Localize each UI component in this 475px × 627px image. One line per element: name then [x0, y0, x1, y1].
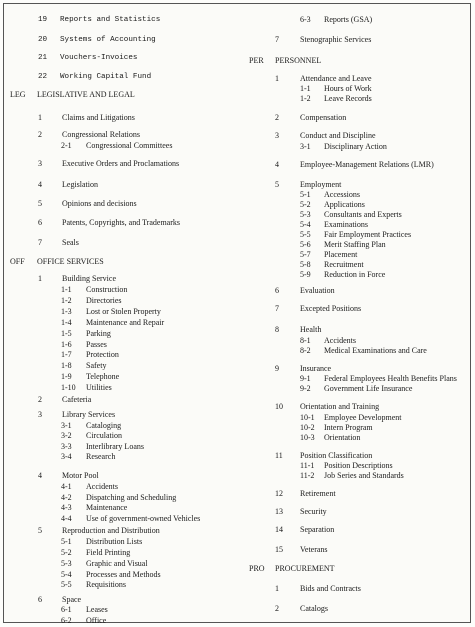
entry-number: 4 [275, 160, 279, 169]
entry-label: Systems of Accounting [60, 36, 156, 44]
subentry-label: Merit Staffing Plan [324, 240, 386, 249]
subentry-label: Medical Examinations and Care [324, 346, 427, 355]
entry-label: Vouchers-Invoices [60, 54, 138, 62]
subentry-label: Orientation [324, 433, 361, 442]
entry-label: Working Capital Fund [60, 73, 152, 81]
entry-label: Space [62, 595, 82, 604]
entry-number: 10 [275, 402, 283, 411]
entry-number: 2 [38, 130, 42, 139]
entry-label: Excepted Positions [300, 304, 362, 313]
entry-number: 6 [275, 286, 279, 295]
subentry-number: 5-3 [61, 559, 72, 568]
entry-label: Patents, Copyrights, and Trademarks [62, 218, 180, 227]
subentry-number: 3-1 [61, 421, 72, 430]
subentry-label: Position Descriptions [324, 461, 393, 470]
subentry-number: 2-1 [61, 141, 72, 150]
subentry-number: 5-1 [61, 537, 72, 546]
subentry-label: Recruitment [324, 260, 364, 269]
entry-number: 3 [275, 131, 279, 140]
subentry-label: Congressional Committees [86, 141, 173, 150]
subentry-number: 3-1 [300, 142, 311, 151]
subentry-label: Distribution Lists [86, 537, 143, 546]
entry-label: Orientation and Training [300, 402, 380, 411]
subentry-number: 8-1 [300, 336, 311, 345]
subentry-label: Leases [86, 605, 108, 614]
subentry-number: 6-3 [300, 15, 311, 24]
subentry-label: Utilities [86, 383, 112, 392]
entry-label: Seals [62, 238, 79, 247]
entry-label: Executive Orders and Proclamations [62, 159, 180, 168]
entry-number: 3 [38, 410, 42, 419]
left-column [4, 4, 244, 624]
entry-number: 11 [275, 451, 283, 460]
subentry-label: Accidents [86, 482, 118, 491]
subentry-number: 5-5 [300, 230, 311, 239]
subentry-number: 1-8 [61, 361, 72, 370]
entry-label: Security [300, 507, 327, 516]
entry-number: 4 [38, 471, 42, 480]
entry-label: Building Service [62, 274, 116, 283]
subentry-number: 8-2 [300, 346, 311, 355]
right-column [244, 4, 470, 624]
subentry-number: 5-2 [61, 548, 72, 557]
subentry-number: 5-4 [61, 570, 72, 579]
entry-label: Cafeteria [62, 395, 92, 404]
subentry-number: 1-7 [61, 350, 72, 359]
subentry-number: 5-1 [300, 190, 311, 199]
subentry-number: 6-1 [61, 605, 72, 614]
entry-label: Veterans [300, 545, 328, 554]
section-code: LEG [10, 90, 26, 99]
subentry-label: Maintenance [86, 503, 128, 512]
subentry-label: Maintenance and Repair [86, 318, 165, 327]
subentry-number: 5-9 [300, 270, 311, 279]
subentry-label: Protection [86, 350, 119, 359]
entry-number: 2 [275, 113, 279, 122]
subentry-number: 5-5 [61, 580, 72, 589]
entry-number: 21 [38, 54, 48, 62]
entry-label: Conduct and Discipline [300, 131, 376, 140]
document-page [3, 3, 471, 623]
subentry-label: Field Printing [86, 548, 131, 557]
subentry-number: 5-2 [300, 200, 311, 209]
entry-label: Employee-Management Relations (LMR) [300, 160, 434, 169]
subentry-number: 9-1 [300, 374, 311, 383]
entry-label: Separation [300, 525, 335, 534]
subentry-label: Directories [86, 296, 122, 305]
subentry-label: Government Life Insurance [324, 384, 413, 393]
subentry-number: 11-1 [300, 461, 315, 470]
subentry-label: Circulation [86, 431, 122, 440]
subentry-label: Fair Employment Practices [324, 230, 412, 239]
subentry-number: 1-4 [61, 318, 72, 327]
entry-number: 1 [275, 74, 279, 83]
subentry-label: Examinations [324, 220, 368, 229]
subentry-label: Office [86, 616, 107, 625]
entry-number: 5 [38, 199, 42, 208]
entry-label: Position Classification [300, 451, 373, 460]
entry-label: Claims and Litigations [62, 113, 135, 122]
subentry-label: Placement [324, 250, 358, 259]
entry-number: 4 [38, 180, 42, 189]
subentry-number: 9-2 [300, 384, 311, 393]
entry-number: 1 [38, 113, 42, 122]
subentry-number: 1-1 [61, 285, 72, 294]
subentry-number: 1-1 [300, 84, 311, 93]
section-code: PRO [249, 564, 265, 573]
entry-number: 8 [275, 325, 279, 334]
entry-label: Reports and Statistics [60, 16, 161, 24]
subentry-label: Hours of Work [324, 84, 372, 93]
entry-number: 20 [38, 36, 48, 44]
subentry-number: 11-2 [300, 471, 315, 480]
entry-number: 22 [38, 73, 48, 81]
subentry-number: 1-6 [61, 340, 72, 349]
entry-label: Library Services [62, 410, 116, 419]
subentry-label: Interlibrary Loans [86, 442, 144, 451]
entry-number: 12 [275, 489, 283, 498]
subentry-number: 4-1 [61, 482, 72, 491]
subentry-number: 4-2 [61, 493, 72, 502]
entry-number: 7 [275, 35, 279, 44]
subentry-number: 1-10 [61, 383, 76, 392]
section-title: OFFICE SERVICES [37, 257, 104, 266]
subentry-label: Telephone [86, 372, 120, 381]
subentry-number: 3-3 [61, 442, 72, 451]
entry-label: Reproduction and Distribution [62, 526, 160, 535]
subentry-label: Construction [86, 285, 128, 294]
subentry-label: Requisitions [86, 580, 127, 589]
entry-label: Bids and Contracts [300, 584, 361, 593]
subentry-label: Employee Development [324, 413, 402, 422]
subentry-label: Disciplinary Action [324, 142, 387, 151]
subentry-number: 4-3 [61, 503, 72, 512]
entry-label: Legislation [62, 180, 98, 189]
entry-number: 7 [275, 304, 279, 313]
entry-label: Congressional Relations [62, 130, 140, 139]
section-title: PROCUREMENT [275, 564, 335, 573]
subentry-number: 1-9 [61, 372, 72, 381]
section-code: OFF [10, 257, 25, 266]
entry-number: 6 [38, 595, 42, 604]
subentry-label: Cataloging [86, 421, 122, 430]
subentry-number: 10-3 [300, 433, 315, 442]
subentry-number: 10-2 [300, 423, 315, 432]
entry-number: 1 [38, 274, 42, 283]
subentry-number: 5-3 [300, 210, 311, 219]
entry-label: Opinions and decisions [62, 199, 137, 208]
subentry-label: Intern Program [324, 423, 373, 432]
entry-number: 15 [275, 545, 283, 554]
subentry-number: 10-1 [300, 413, 315, 422]
subentry-number: 6-2 [61, 616, 72, 625]
subentry-label: Accidents [324, 336, 356, 345]
subentry-label: Accessions [324, 190, 360, 199]
entry-label: Evaluation [300, 286, 335, 295]
entry-label: Retirement [300, 489, 336, 498]
entry-label: Health [300, 325, 322, 334]
entry-number: 7 [38, 238, 42, 247]
entry-number: 5 [275, 180, 279, 189]
entry-number: 6 [38, 218, 42, 227]
entry-number: 14 [275, 525, 283, 534]
subentry-label: Consultants and Experts [324, 210, 402, 219]
entry-number: 13 [275, 507, 283, 516]
subentry-number: 1-5 [61, 329, 72, 338]
entry-label: Motor Pool [62, 471, 99, 480]
entry-number: 3 [38, 159, 42, 168]
subentry-number: 5-8 [300, 260, 311, 269]
entry-number: 2 [38, 395, 42, 404]
subentry-number: 1-3 [61, 307, 72, 316]
entry-number: 1 [275, 584, 279, 593]
subentry-label: Leave Records [324, 94, 372, 103]
section-code: PER [249, 56, 264, 65]
subentry-label: Applications [324, 200, 365, 209]
subentry-label: Processes and Methods [86, 570, 161, 579]
subentry-label: Research [86, 452, 116, 461]
subentry-label: Dispatching and Scheduling [86, 493, 177, 502]
subentry-label: Parking [86, 329, 111, 338]
subentry-number: 5-7 [300, 250, 311, 259]
subentry-number: 5-6 [300, 240, 311, 249]
section-title: PERSONNEL [275, 56, 322, 65]
subentry-label: Job Series and Standards [324, 471, 404, 480]
entry-number: 9 [275, 364, 279, 373]
subentry-label: Reduction in Force [324, 270, 386, 279]
entry-number: 19 [38, 16, 48, 24]
subentry-label: Safety [86, 361, 107, 370]
subentry-label: Federal Employees Health Benefits Plans [324, 374, 457, 383]
section-title: LEGISLATIVE AND LEGAL [37, 90, 135, 99]
entry-label: Stenographic Services [300, 35, 372, 44]
entry-number: 2 [275, 604, 279, 613]
subentry-label: Graphic and Visual [86, 559, 148, 568]
subentry-label: Use of government-owned Vehicles [86, 514, 201, 523]
subentry-label: Lost or Stolen Property [86, 307, 161, 316]
entry-label: Insurance [300, 364, 332, 373]
subentry-number: 4-4 [61, 514, 72, 523]
subentry-number: 3-2 [61, 431, 72, 440]
entry-label: Catalogs [300, 604, 328, 613]
subentry-label: Passes [86, 340, 107, 349]
entry-label: Attendance and Leave [300, 74, 372, 83]
subentry-number: 1-2 [61, 296, 72, 305]
subentry-number: 1-2 [300, 94, 311, 103]
entry-number: 5 [38, 526, 42, 535]
subentry-number: 3-4 [61, 452, 72, 461]
entry-label: Compensation [300, 113, 347, 122]
entry-label: Employment [300, 180, 342, 189]
subentry-label: Reports (GSA) [324, 15, 373, 24]
subentry-number: 5-4 [300, 220, 311, 229]
